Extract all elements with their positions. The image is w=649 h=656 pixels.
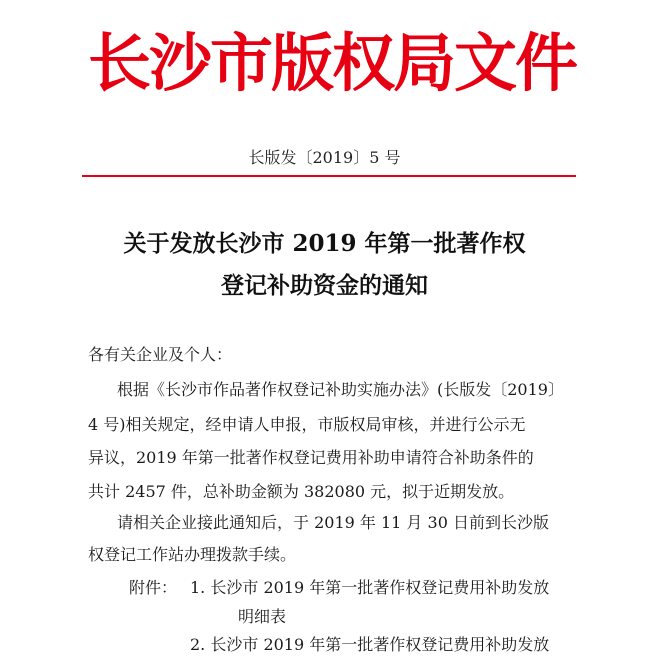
paragraph-2-line-1: 请相关企业接此通知后，于 2019 年 11 月 30 日前到长沙版 [117,513,549,532]
attachments-label: 附件： [129,578,178,597]
paragraph-1-line-4: 共计 2457 件，总补助金额为 382080 元，拟于近期发放。 [88,482,515,501]
paragraph-1-line-1: 根据《长沙市作品著作权登记补助实施办法》(长版发〔2019〕 [117,380,564,399]
paragraph-2-line-2: 权登记工作站办理拨款手续。 [88,545,297,564]
attachment-item-1: 1. 长沙市 2019 年第一批著作权登记费用补助发放 [190,578,550,597]
paragraph-1-line-2: 4 号)相关规定，经申请人申报，市版权局审核，并进行公示无 [88,415,526,434]
notice-title-line-1: 关于发放长沙市 2019 年第一批著作权 [123,230,526,257]
notice-title-line-2: 登记补助资金的通知 [221,272,428,299]
document-number: 长版发〔2019〕5 号 [248,148,401,167]
letterhead-title: 长沙市版权局文件 [88,26,576,100]
letterhead-red-rule [82,175,576,177]
attachment-item-2: 2. 长沙市 2019 年第一批著作权登记费用补助发放 [190,635,550,654]
paragraph-1-line-3: 异议，2019 年第一批著作权登记费用补助申请符合补助条件的 [88,448,534,467]
salutation: 各有关企业及个人： [88,345,233,364]
attachment-item-1-continued: 明细表 [238,607,287,626]
